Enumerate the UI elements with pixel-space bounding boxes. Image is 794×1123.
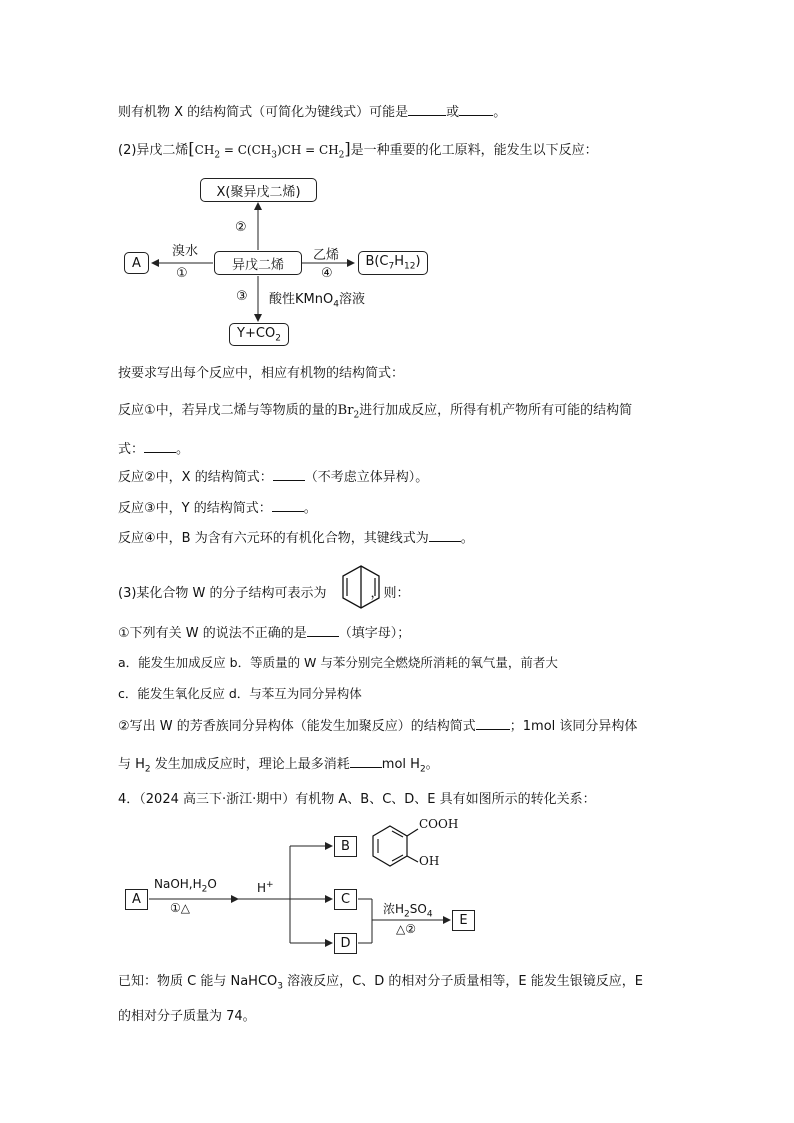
text: 反应②中，X 的结构简式：: [118, 470, 273, 485]
options-a-b: a．能发生加成反应 b．等质量的 W 与苯分别完全燃烧所消耗的氧气量，前者大: [118, 655, 558, 670]
box-b2: [334, 836, 357, 857]
label-ethylene: 乙烯: [313, 248, 340, 263]
text: 或: [446, 105, 460, 120]
label-bromine-water: 溴水: [172, 244, 199, 259]
cond-heat-2: △②: [396, 922, 416, 936]
text: 。: [303, 501, 317, 516]
text: B(C: [365, 254, 389, 270]
text: （不考虑立体异构）。: [304, 470, 429, 485]
text: NaOH,H: [154, 877, 202, 891]
label-reaction-1: ①: [176, 266, 188, 281]
known-line-2: 的相对分子质量为 74。: [118, 1009, 256, 1024]
label-oh: OH: [419, 854, 440, 868]
text: C: [340, 892, 351, 907]
cond-heat-1: ①△: [170, 901, 190, 915]
text: 7: [388, 261, 395, 272]
cond-naoh: [154, 877, 217, 894]
text: 2: [404, 909, 410, 920]
q4-title: 4．（2024 高三下·浙江·期中）有机物 A、B、C、D、E 具有如图所示的转化关系：: [118, 792, 596, 807]
label-cooh: COOH: [419, 817, 459, 831]
text: 2: [353, 410, 360, 421]
text: SO: [409, 902, 427, 916]
text: 反应④中，B 为含有六元环的有机化合物，其键线式为: [118, 531, 429, 546]
text: （填字母）；: [338, 626, 411, 641]
text: Br: [337, 403, 354, 418]
text: 浓H: [383, 902, 405, 916]
text: 反应③中，Y 的结构简式：: [118, 501, 272, 516]
text: H: [394, 254, 405, 270]
text: )CH = CH: [277, 143, 339, 157]
q2-instruction: 按要求写出每个反应中，相应有机物的结构简式：: [118, 366, 405, 381]
label-reaction-3: ③: [236, 289, 248, 304]
known-line-1: [118, 972, 643, 997]
text: 是一种重要的化工原料，能发生以下反应：: [350, 143, 598, 158]
text: O: [207, 877, 217, 891]
text: ；1mol 该同分异构体: [509, 719, 638, 734]
text: 4: [333, 299, 339, 310]
text: 酸性KMnO: [269, 292, 334, 307]
text: 3: [277, 981, 283, 992]
text: = C(CH: [220, 143, 272, 157]
box-a2: [125, 889, 148, 910]
text: ②写出 W 的芳香族同分异构体（能发生加聚反应）的结构简式: [118, 719, 476, 734]
text: ，则：: [370, 586, 410, 601]
box-c2: [334, 889, 357, 910]
label-reaction-2: ②: [235, 220, 247, 235]
text: 溶液反应，C、D 的相对分子质量相等，E 能发生银镜反应，E: [283, 974, 643, 989]
text: 异戊二烯: [231, 257, 284, 273]
text: 。: [493, 105, 507, 120]
text: A: [132, 255, 141, 271]
cond-h2so4: [383, 900, 433, 919]
text: ①下列有关 W 的说法不正确的是: [118, 626, 307, 641]
options-c-d: c．能发生氧化反应 d．与苯互为同分异构体: [118, 686, 362, 701]
text: D: [340, 936, 351, 951]
text: 已知：物质 C 能与 NaHCO: [118, 974, 278, 989]
text: 溶液: [338, 292, 365, 307]
box-d2: [334, 933, 357, 954]
text: 12: [404, 261, 416, 272]
text: 4: [426, 909, 433, 920]
label-reaction-4: ④: [321, 266, 333, 281]
text: CH: [194, 143, 215, 157]
text: H: [257, 881, 267, 895]
box-e2: [452, 910, 475, 931]
text: 。: [460, 531, 474, 546]
text: 。: [176, 442, 190, 457]
text: 则有机物 X 的结构简式（可简化为键线式）可能是: [118, 105, 409, 120]
text: A: [132, 892, 141, 907]
text: mol H: [381, 757, 420, 772]
text: 发生加成反应时，理论上最多消耗: [150, 757, 350, 772]
text: +: [266, 880, 274, 890]
text: (3)某化合物 W 的分子结构可表示为: [118, 586, 327, 601]
text: ): [415, 254, 421, 270]
text: 式：: [118, 442, 145, 457]
text: B: [341, 839, 350, 854]
text: 2: [275, 333, 281, 344]
text: 2: [201, 884, 208, 895]
bracket-right: ]: [344, 139, 351, 158]
bracket-left: [: [188, 139, 195, 158]
text: E: [459, 913, 468, 928]
text: 2: [144, 764, 151, 775]
text: 反应①中，若异戊二烯与等物质的量的: [118, 403, 338, 418]
text: (2)异戊二烯: [118, 143, 189, 158]
text: Y+CO: [237, 325, 276, 341]
text: X(聚异戊二烯): [216, 184, 301, 200]
text: 与 H: [118, 757, 145, 772]
text: 。: [425, 757, 439, 772]
text: 进行加成反应，所得有机产物所有可能的结构简: [359, 403, 633, 418]
text: 2: [419, 764, 426, 775]
isoprene-formula: $CH_2 = C(CH_3)CH = CH_2$: [194, 143, 345, 161]
cond-h-plus: [257, 880, 274, 895]
